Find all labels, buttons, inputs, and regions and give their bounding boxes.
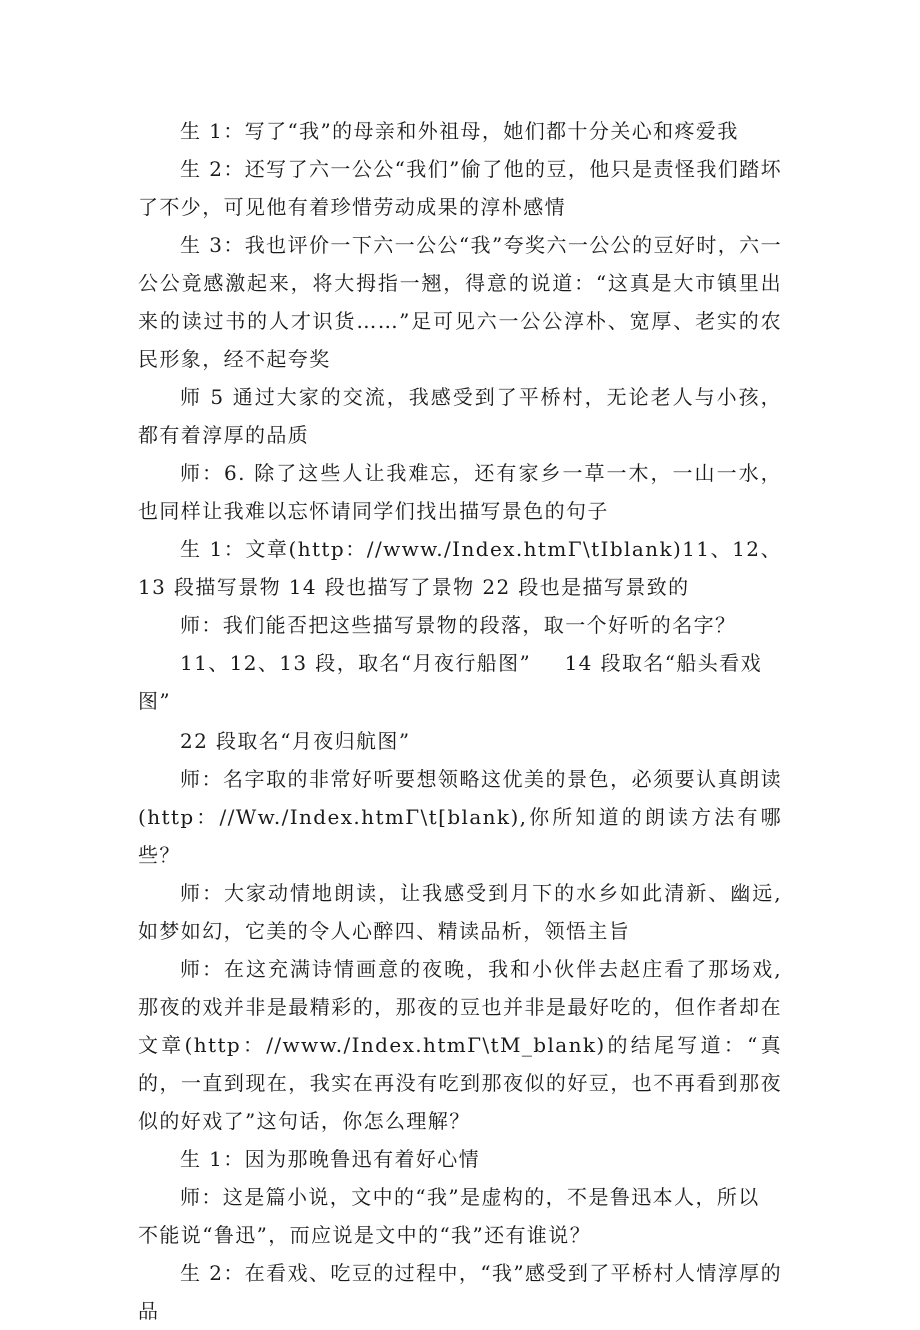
paragraph-teacher-ending: 师：在这充满诗情画意的夜晚，我和小伙伴去赵庄看了那场戏,那夜的戏并非是最精彩的，那夜的豆也并非是最好吃的，但作者却在文章(http：//www./Index.htmΓ\tM_blank)的结尾写道：“真的，一直到现在，我实在再没有吃到那夜似的好豆，也不再看到那夜似的好戏了”这句话，你怎么理解？ (138, 957, 782, 1133)
scene-name-left: 11、12、13 段，取名“月夜行船图” (180, 651, 532, 675)
paragraph-teacher-reading: 师：名字取的非常好听要想领略这优美的景色，必须要认真朗读(http：//Ww./Index.htmΓ\t[blank),你所知道的朗读方法有哪些？ (138, 767, 782, 867)
paragraph-student-1-scenery: 生 1：文章(http：//www./Index.htmΓ\tIblank)11、12、13 段描写景物 14 段也描写了景物 22 段也是描写景致的 (138, 537, 782, 599)
scene-name-continuation: 图” (138, 689, 172, 713)
paragraph-scene-22: 22 段取名“月夜归航图” (180, 729, 411, 753)
paragraph-student-2-last: 生 2：在看戏、吃豆的过程中，“我”感受到了平桥村人情淳厚的品 (138, 1261, 782, 1323)
paragraph-teacher-feeling: 师：大家动情地朗读，让我感受到月下的水乡如此清新、幽远,如梦如幻，它美的令人心醉四、精读品析，领悟主旨 (138, 881, 782, 943)
paragraph-teacher-novel-line2: 不能说“鲁迅”，而应说是文中的“我”还有谁说？ (138, 1223, 592, 1247)
paragraph-teacher-novel-line1: 师：这是篇小说，文中的“我”是虚构的，不是鲁迅本人，所以 (180, 1185, 760, 1209)
paragraph-student-1-mood: 生 1：因为那晚鲁迅有着好心情 (180, 1147, 481, 1171)
paragraph-teacher-5: 师 5 通过大家的交流，我感受到了平桥村，无论老人与小孩，都有着淳厚的品质 (138, 385, 782, 447)
paragraph-teacher-question: 师：我们能否把这些描写景物的段落，取一个好听的名字？ (180, 613, 737, 637)
paragraph-teacher-6: 师：6. 除了这些人让我难忘，还有家乡一草一木，一山一水，也同样让我难以忘怀请同学们找出描写景色的句子 (138, 461, 782, 523)
paragraph-student-1: 生 1：写了“我”的母亲和外祖母，她们都十分关心和疼爱我 (180, 119, 739, 143)
paragraph-student-3: 生 3：我也评价一下六一公公“我”夸奖六一公公的豆好时，六一公公竟感激起来，将大拇指一翘，得意的说道：“这真是大市镇里出来的读过书的人才识货……”足可见六一公公淳朴、宽厚、老实的农民形象，经不起夸奖 (138, 233, 782, 371)
paragraph-student-2: 生 2：还写了六一公公“我们”偷了他的豆，他只是责怪我们踏坏了不少，可见他有着珍惜劳动成果的淳朴感情 (138, 157, 782, 219)
scene-names-row (138, 644, 782, 682)
scene-name-right: 14 段取名“船头看戏 (564, 651, 762, 675)
